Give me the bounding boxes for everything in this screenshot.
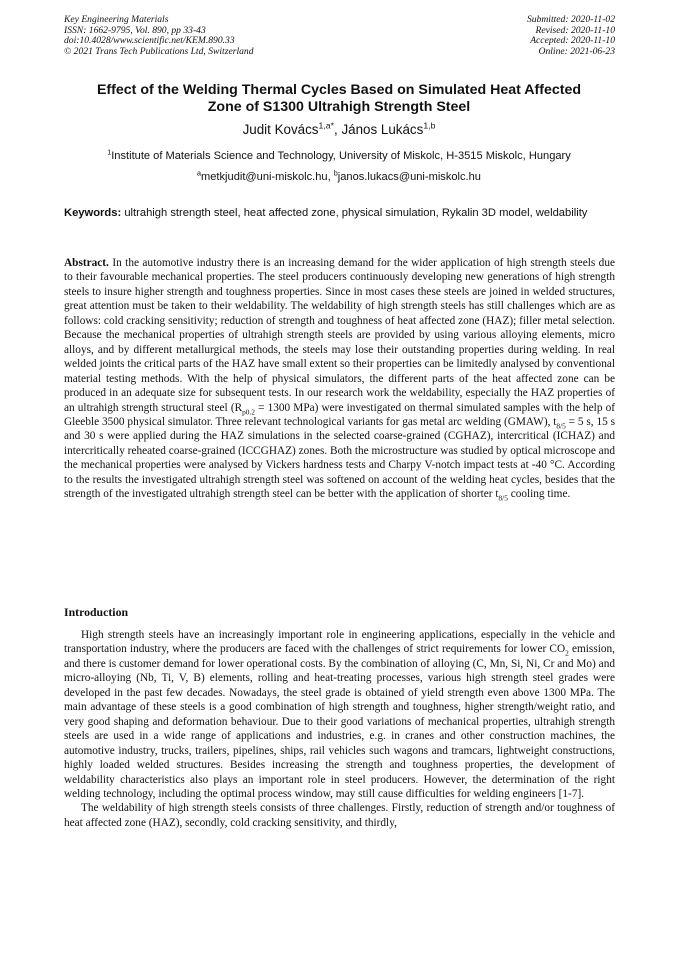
- author-1-affil-mark: 1,a*: [318, 120, 334, 131]
- co2-subscript: 2: [565, 648, 569, 658]
- journal-header-right: [527, 15, 615, 57]
- keywords-block: [64, 206, 615, 221]
- keywords-text: ultrahigh strength steel, heat affected zone, physical simulation, Rykalin 3D model, weldability: [124, 207, 588, 219]
- abstract-text-4: cooling time.: [507, 488, 571, 501]
- t85-subscript-2: 8/5: [498, 493, 508, 503]
- journal-name: Key Engineering Materials: [64, 14, 169, 25]
- abstract-label: Abstract.: [64, 257, 109, 269]
- online-date: Online: 2021-06-23: [538, 45, 615, 57]
- abstract-text-1: In the automotive industry there is an increasing demand for the wider application of high strength steels due to their favourable mechanical properties. The steel producers continuously developing new generations of high strength steels to insure higher strength and toughness properties. Since in most cases these steels are joined in welded structures, great attention must be taken to their weldability. The weldability of high strength steels has still challenges which are as follows: cold cracking sensitivity; reduction of strength and toughness of heat affected zone (HAZ); filler metal selection. Because the mechanical properties of ultrahigh strength steels are provided by using various alloying elements, micro alloys, and by different metallurgical methods, the steels may lose their outstanding properties during welding. In real welded joints the critical parts of the HAZ have small extent so their properties can be limitedly analysed by conventional material testing methods. With the help of physical simulators, the different parts of the heat affected zone can be produced in an adequate size for subsequent tests. In our research work the weldability, especially the HAZ properties of an ultrahigh strength structural steel (R: [64, 257, 615, 414]
- intro-paragraph-1: [64, 628, 615, 801]
- rp-subscript: p0.2: [242, 406, 255, 416]
- journal-header-left: [64, 15, 254, 57]
- affiliation-mark: 1: [107, 147, 112, 157]
- keywords-label: Keywords:: [64, 207, 122, 219]
- email-a-link[interactable]: metkjudit@uni-miskolc.hu,: [201, 171, 331, 183]
- intro-p1-text-1: High strength steels have an increasingly important role in engineering applications, especially in the vehicle and transportation industry, where the producers are faced with the challenges of strict requirements for lower CO: [64, 629, 615, 656]
- author-1-name: Judit Kovács: [242, 122, 319, 137]
- accepted-date: Accepted: 2020-11-10: [530, 35, 615, 47]
- email-b-mark: b: [333, 168, 338, 178]
- paper-title: [40, 82, 638, 116]
- title-line-2: Zone of S1300 Ultrahigh Strength Steel: [207, 99, 471, 115]
- intro-paragraph-2: The weldability of high strength steels consists of three challenges. Firstly, reduction of strength and/or toughness of heat affected zone (HAZ), secondly, cold cracking sensitivity, and thirdly,: [64, 802, 615, 829]
- abstract-text-3: = 5 s, 15 s and 30 s were applied during the HAZ simulations in the selected coarse-grained (CGHAZ), intercritical (ICHAZ) and intercritically reheated coarse-grained (ICCGHAZ) zones. Both the microstructure was studied by optical microscope and the mechanical properties were analysed by Vickers hardness tests and Charpy V-notch impact tests at -40 °C. According to the results the investigated ultrahigh strength steel was softened on account of the welding heat cycles, besides that the strength of the investigated ultrahigh strength steel can be better with the application of shorter t: [64, 415, 615, 501]
- affiliation: [40, 147, 638, 162]
- introduction-heading: Introduction: [64, 605, 129, 619]
- introduction-body: [64, 628, 615, 830]
- title-line-1: Effect of the Welding Thermal Cycles Based on Simulated Heat Affected: [96, 82, 582, 98]
- affiliation-text: Institute of Materials Science and Technology, University of Miskolc, H-3515 Miskolc, Hungary: [111, 150, 571, 162]
- doi-line: doi:10.4028/www.scientific.net/KEM.890.33: [64, 35, 235, 47]
- t85-subscript-1: 8/5: [556, 421, 566, 431]
- abstract-text-2: = 1300 MPa) were investigated on thermal simulated samples with the help of Gleeble 3500 physical simulator. Three relevant technological variants for gas metal arc welding (GMAW), t: [64, 401, 616, 428]
- author-2-affil-mark: 1,b: [423, 120, 436, 131]
- author-separator: ,: [333, 122, 342, 137]
- revised-date: Revised: 2020-11-10: [535, 24, 615, 36]
- abstract-block: [64, 256, 615, 502]
- author-list: [40, 122, 638, 137]
- submitted-date: Submitted: 2020-11-02: [526, 14, 615, 25]
- intro-p1-text-2: emission, and there is customer demand for lower operational costs. By the combination of alloying (C, Mn, Si, Ni, Cr and Mo) and micro-alloying (Nb, Ti, V, B) elements, rolling and heat-treating processes, various high strength steel grades were developed in the past few decades. Nowadays, the steel grade is obtained of yield strength even above 1300 MPa. The main advantage of these steels is a good combination of high strength and toughness, higher strength/weight ratio, and very good shaping and deformation behaviour. Due to their good variations of mechanical properties, ultrahigh strength steels are used in a wide range of applications and industries, e.g. in cranes and other construction machines, the automotive industry, trucks, trailers, pipelines, ships, rail vehicles such wagons and tramcars, lightweight constructions, highly loaded welded structures. Besides increasing the strength and toughness properties, the development of weldability characteristics also plays an important role in steel producers. However, the determination of the right welding technology, including the optimal process window, may still cause difficulties for welding engineers [1-7].: [64, 643, 615, 800]
- author-2-name: János Lukács: [341, 122, 424, 137]
- copyright-line: © 2021 Trans Tech Publications Ltd, Switzerland: [64, 45, 254, 57]
- email-a-mark: a: [197, 168, 202, 178]
- email-b-link[interactable]: janos.lukacs@uni-miskolc.hu: [337, 171, 481, 183]
- issn-line: ISSN: 1662-9795, Vol. 890, pp 33-43: [64, 24, 206, 36]
- author-emails: [40, 168, 638, 183]
